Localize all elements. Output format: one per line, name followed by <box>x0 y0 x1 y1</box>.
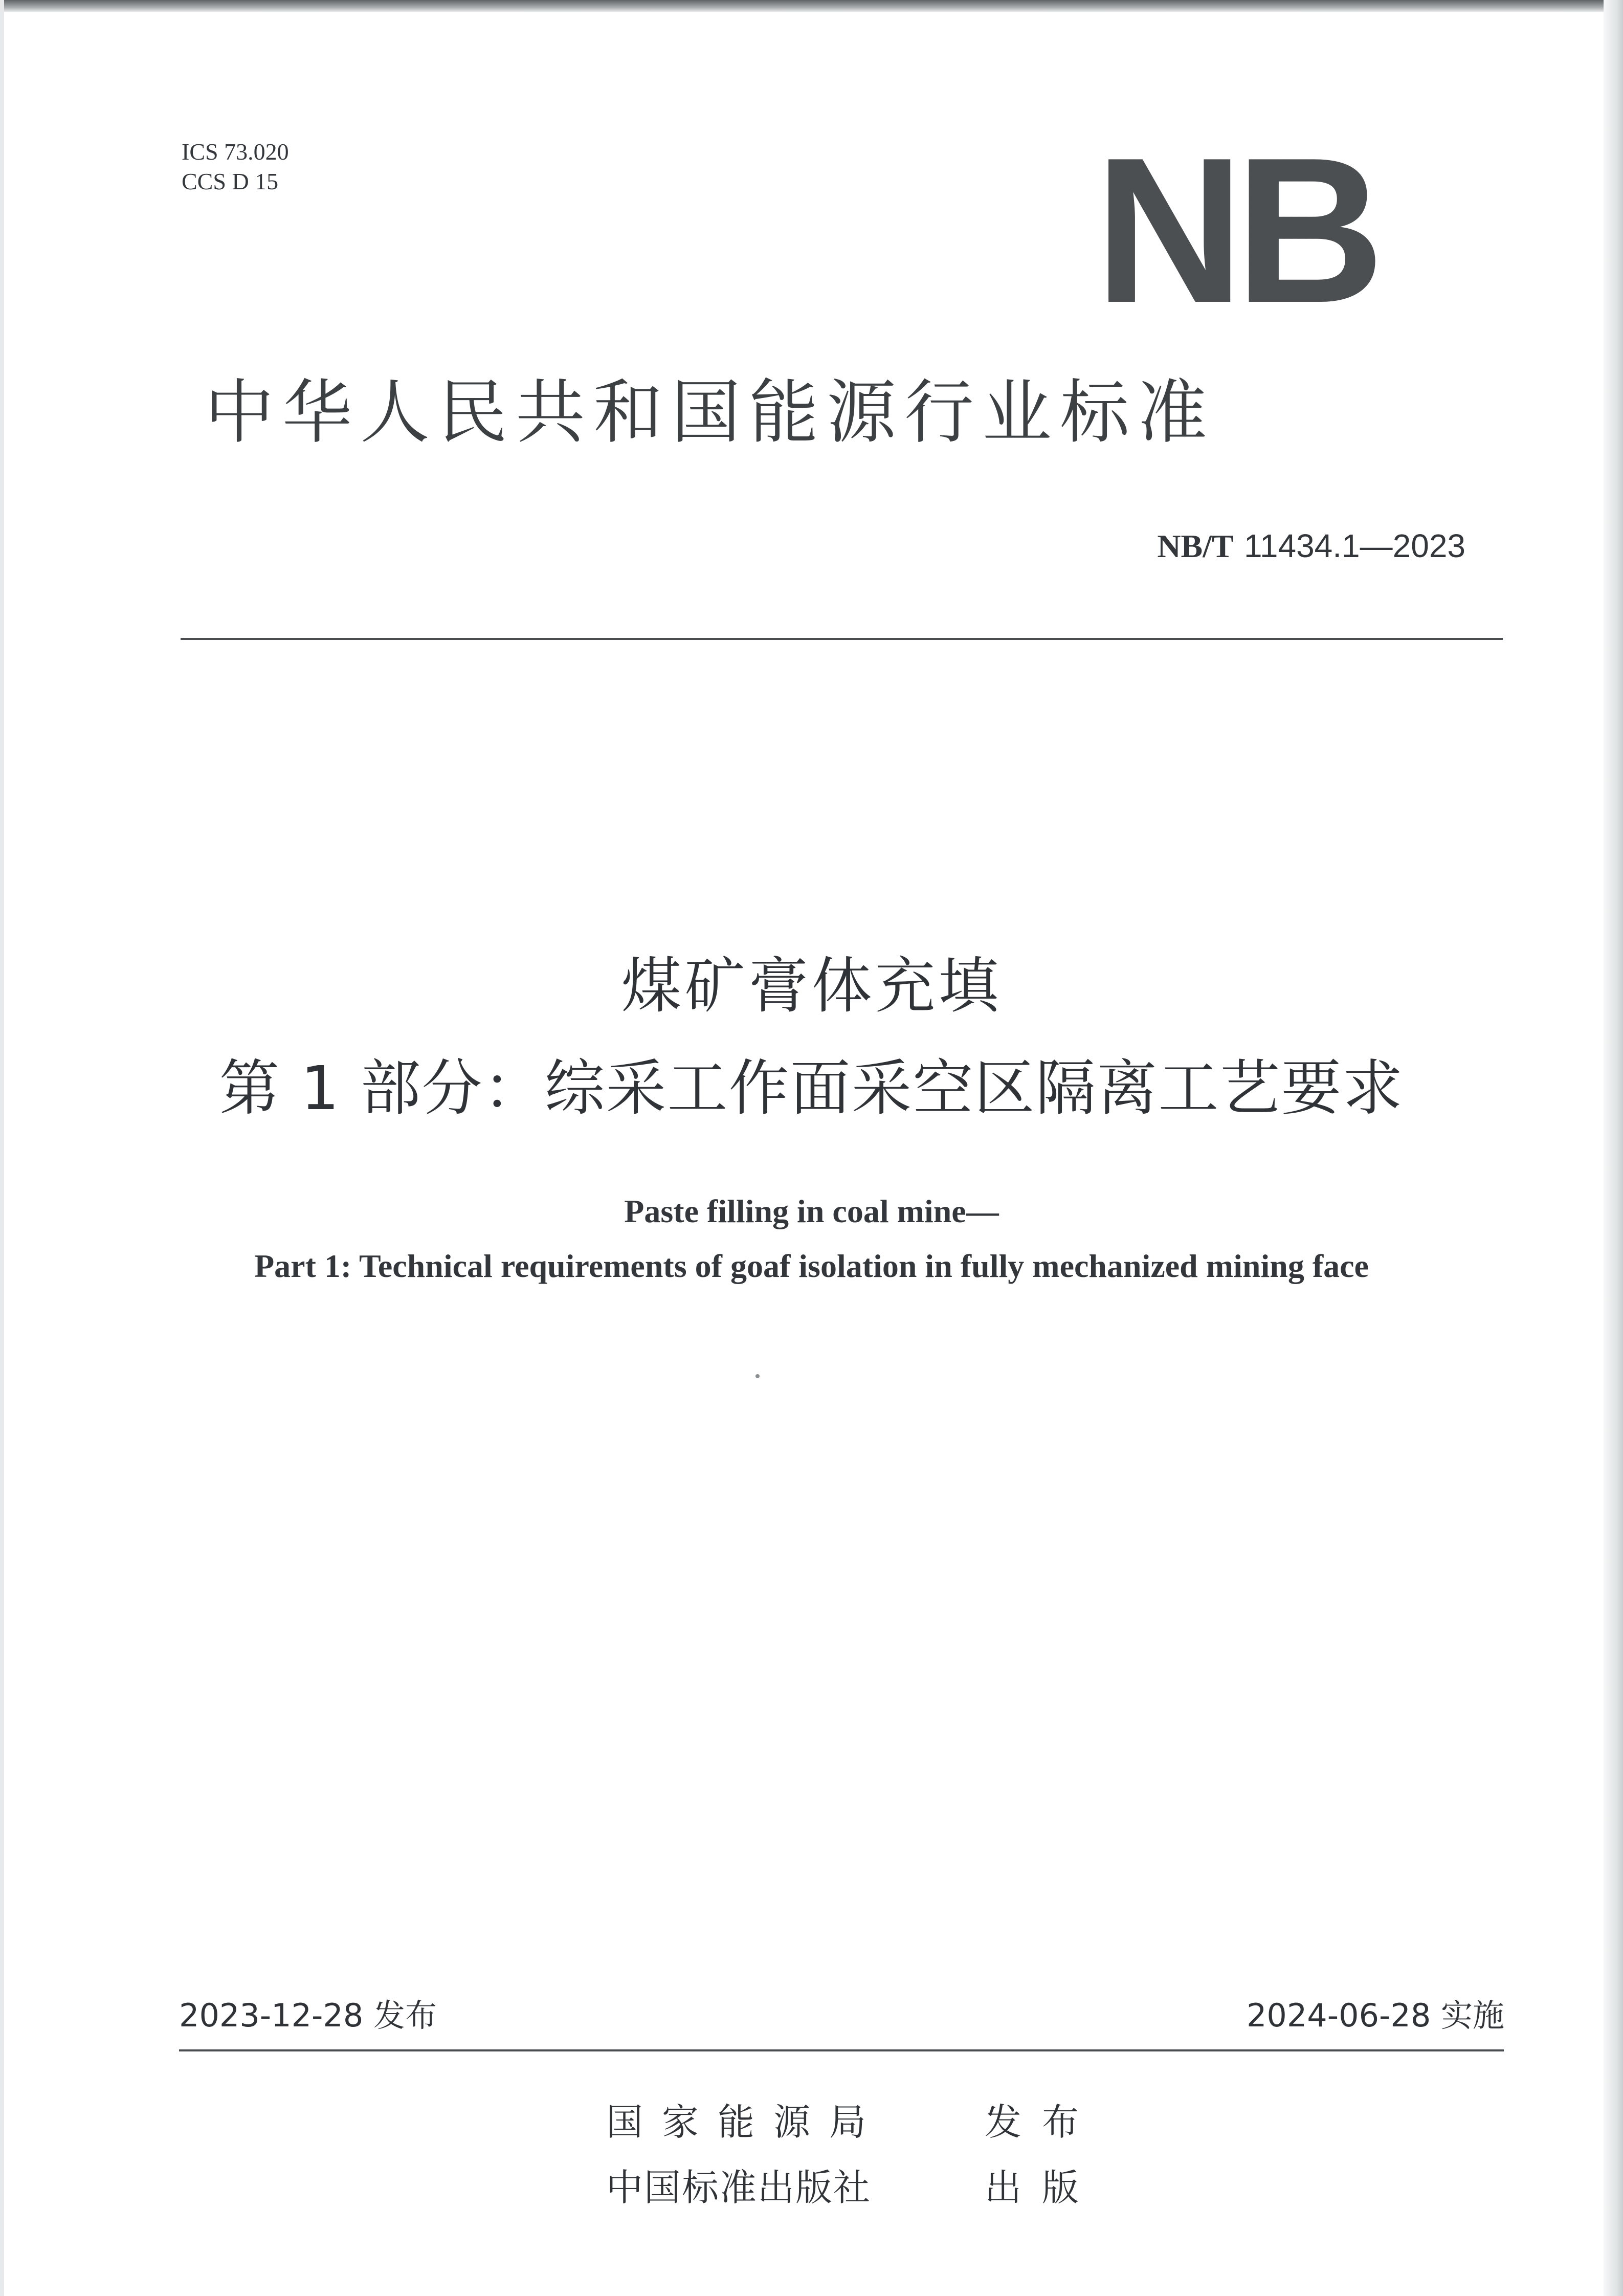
chinese-title-line-2: 第 1 部分：综采工作面采空区隔离工艺要求 <box>219 1053 1404 1123</box>
issuer-row-publisher <box>606 2096 1118 2148</box>
standard-number-value: 11434.1—2023 <box>1244 527 1465 564</box>
scan-edge-right <box>1604 0 1623 2296</box>
footer-divider <box>179 2049 1504 2051</box>
english-title-line-2: Part 1: Technical requirements of goaf isolation in fully mechanized mining face <box>254 1248 1369 1284</box>
header-divider <box>181 638 1503 640</box>
ccs-code: CCS D 15 <box>182 168 279 194</box>
standard-type-title: 中华人民共和国能源行业标准 <box>205 372 1215 453</box>
english-title-line-1: Paste filling in coal mine— <box>624 1193 999 1229</box>
classification-codes <box>182 137 289 196</box>
chinese-title-line-1: 煤矿膏体充填 <box>621 951 1002 1021</box>
nb-logo <box>1095 114 1381 346</box>
standard-number <box>1157 523 1465 569</box>
issue-date: 2023-12-28 发布 <box>179 1997 437 2034</box>
nb-logo-text: NB <box>1095 114 1375 346</box>
scan-edge-left <box>0 0 4 2296</box>
scan-speck <box>755 1374 760 1378</box>
issuer-row-press <box>606 2162 1118 2213</box>
issuer-org: 国家能源局 <box>606 2101 885 2144</box>
standard-number-prefix: NB/T <box>1157 528 1234 564</box>
scan-edge-top <box>0 0 1623 12</box>
issuer-action: 发布 <box>985 2101 1100 2144</box>
implementation-date: 2024-06-28 实施 <box>1246 1997 1504 2034</box>
issuer-action: 出版 <box>985 2166 1100 2209</box>
issuer-org: 中国标准出版社 <box>606 2166 872 2209</box>
ics-code: ICS 73.020 <box>182 139 289 165</box>
